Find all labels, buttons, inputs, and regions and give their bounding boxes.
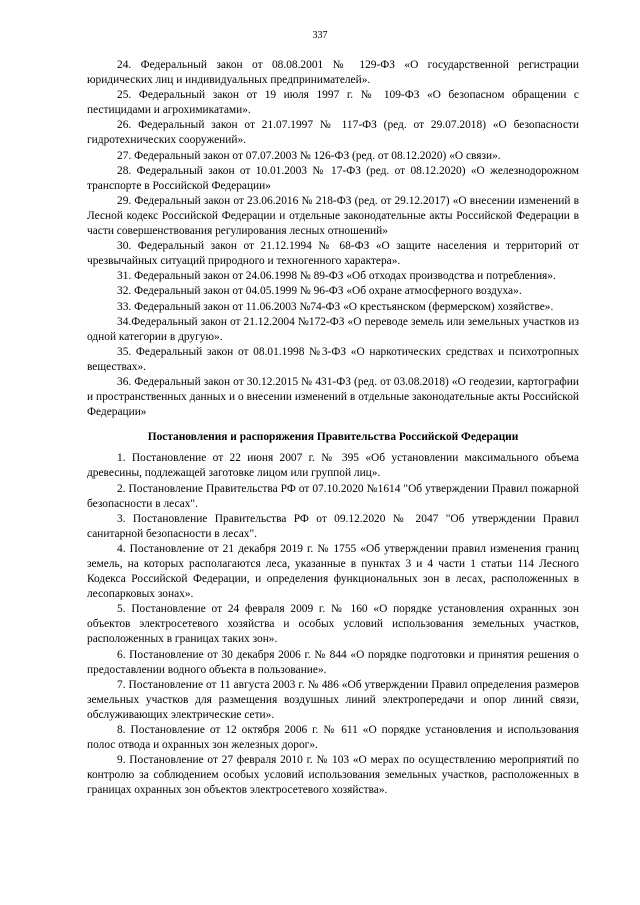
- resolution-item-8: 8. Постановление от 12 октября 2006 г. № 611 «О порядке установления и использования полос отвода и охранных зон железных дорог».: [87, 724, 579, 752]
- section-heading: Постановления и распоряжения Правительства Российской Федерации: [147, 431, 519, 444]
- resolution-item-6: 6. Постановление от 30 декабря 2006 г. № 844 «О порядке подготовки и принятия решения о предоставлении водного объекта в пользование».: [87, 648, 579, 676]
- law-item-29: 29. Федеральный закон от 23.06.2016 № 218-ФЗ (ред. от 29.12.2017) «О внесении изменений в Лесной кодекс Российской Федерации и отдельные законодательные акты Российской Федерации в части совершенствования регулирования лесных отношений»: [87, 194, 579, 238]
- resolution-item-9: 9. Постановление от 27 февраля 2010 г. № 103 «О мерах по осуществлению мероприятий по контролю за соблюдением особых условий использования земельных участков, расположенных в границах охранных зон объектов электросетевого хозяйства».: [87, 754, 579, 797]
- law-item-34: 34.Федеральный закон от 21.12.2004 №172-ФЗ «О переводе земель или земельных участков из одной категории в другую».: [87, 315, 579, 343]
- resolution-item-3: 3. Постановление Правительства РФ от 09.12.2020 № 2047 "Об утверждении Правил санитарной безопасности в лесах".: [87, 512, 579, 540]
- resolution-item-7: 7. Постановление от 11 августа 2003 г. № 486 «Об утверждении Правил определения размеров земельных участков для размещения воздушных линий электропередачи и опор линий связи, обслуживающих электрические сети».: [87, 678, 579, 721]
- federal-laws-list: [87, 58, 579, 420]
- resolution-item-1: 1. Постановление от 22 июня 2007 г. № 395 «Об установлении максимального объема древесины, подлежащей заготовке лицом или группой лиц».: [87, 452, 579, 480]
- law-item-33: 33. Федеральный закон от 11.06.2003 №74-ФЗ «О крестьянском (фермерском) хозяйстве».: [117, 300, 554, 313]
- law-item-35: 35. Федеральный закон от 08.01.1998 №3-ФЗ «О наркотических средствах и психотропных веществах».: [87, 345, 579, 373]
- page-number: 337: [312, 30, 328, 41]
- law-item-36: 36. Федеральный закон от 30.12.2015 № 431-ФЗ (ред. от 03.08.2018) «О геодезии, картографии и пространственных данных и о внесении изменений в отдельные законодательные акты Российской Федерации»: [87, 375, 579, 419]
- resolution-item-2: 2. Постановление Правительства РФ от 07.10.2020 №1614 "Об утверждении Правил пожарной безопасности в лесах".: [87, 482, 579, 510]
- government-resolutions-list: [87, 451, 579, 798]
- law-item-30: 30. Федеральный закон от 21.12.1994 № 68-ФЗ «О защите населения и территорий от чрезвычайных ситуаций природного и техногенного характера».: [87, 240, 579, 268]
- resolution-item-5: 5. Постановление от 24 февраля 2009 г. № 160 «О порядке установления охранных зон объектов электросетевого хозяйства и особых условий использования земельных участков, расположенных в границах таких зон».: [87, 603, 579, 646]
- law-item-28: 28. Федеральный закон от 10.01.2003 № 17-ФЗ (ред. от 08.12.2020) «О железнодорожном транспорте в Российской Федерации»: [87, 164, 579, 192]
- law-item-25: 25. Федеральный закон от 19 июля 1997 г. № 109-ФЗ «О безопасном обращении с пестицидами и агрохимикатами».: [87, 89, 579, 117]
- law-item-26: 26. Федеральный закон от 21.07.1997 № 117-ФЗ (ред. от 29.07.2018) «О безопасности гидротехнических сооружений».: [87, 119, 579, 147]
- law-item-32: 32. Федеральный закон от 04.05.1999 № 96-ФЗ «Об охране атмосферного воздуха».: [117, 285, 522, 298]
- document-body: [87, 58, 579, 799]
- law-item-27: 27. Федеральный закон от 07.07.2003 № 126-ФЗ (ред. от 08.12.2020) «О связи».: [117, 149, 501, 162]
- law-item-31: 31. Федеральный закон от 24.06.1998 № 89-ФЗ «Об отходах производства и потребления».: [117, 270, 556, 283]
- law-item-24: 24. Федеральный закон от 08.08.2001 № 129-ФЗ «О государственной регистрации юридических лиц и индивидуальных предпринимателей».: [87, 59, 579, 87]
- resolution-item-4: 4. Постановление от 21 декабря 2019 г. № 1755 «Об утверждении правил изменения границ земель, на которых располагаются леса, указанные в пунктах 3 и 4 части 1 статьи 114 Лесного Кодекса Российской Федерации, и определения функциональных зон в лесах, расположенных в лесопарковых зонах».: [87, 542, 579, 601]
